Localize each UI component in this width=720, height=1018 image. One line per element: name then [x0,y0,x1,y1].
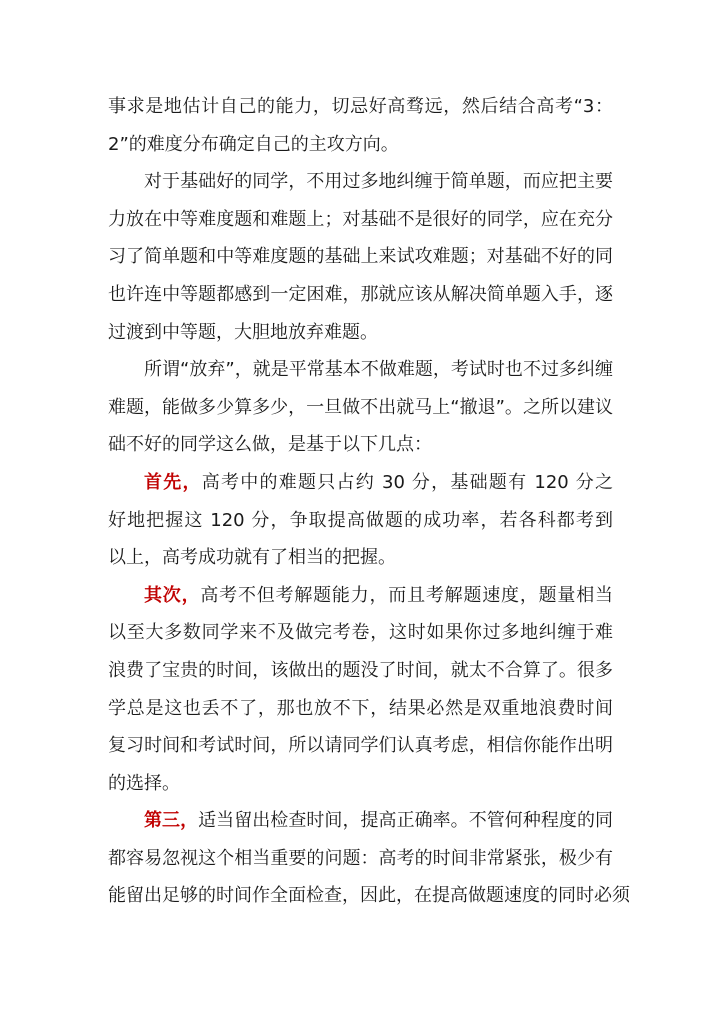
line-text: 学总是这也丢不了，那也放不下，结果必然是双重地浪费时间 [108,697,613,719]
line-text: 习了简单题和中等难度题的基础上来试攻难题；对基础不好的同 [108,246,613,268]
text-line [108,690,613,728]
paragraph [108,163,613,351]
line-text: 都容易忽视这个相当重要的问题：高考的时间非常紧张，极少有 [108,847,613,869]
text-line [108,163,613,201]
text-line [108,351,613,389]
text-line [108,765,613,803]
text-line [108,426,613,464]
text-line [108,88,613,126]
line-text: 以至大多数同学来不及做完考卷，这时如果你过多地纠缠于难 [108,622,613,644]
line-text: 所谓“放弃”，就是平常基本不做难题，考试时也不过多纠缠 [144,359,613,381]
paragraph [108,802,630,915]
text-line [108,802,613,840]
line-text: 也许连中等题都感到一定困难，那就应该从解决简单题入手，逐 [108,283,613,305]
text-line [108,652,613,690]
paragraph [108,577,613,803]
paragraph [108,464,613,577]
paragraph [108,351,613,464]
text-line [108,238,613,276]
paragraph-lead: 第三， [144,810,199,832]
paragraph-lead: 其次， [144,584,201,606]
paragraph [108,88,613,163]
line-text: 难题，能做多少算多少，一旦做不出就马上“撤退”。之所以建议 [108,396,613,418]
text-line [108,577,613,615]
line-text: 好地把握这 120 分，争取提高做题的成功率，若各科都考到 [108,509,613,531]
line-text: 高考中的难题只占约 30 分，基础题有 120 分之 [201,471,613,493]
text-line [108,502,613,540]
text-line [108,201,613,239]
text-line [108,539,613,577]
line-text: 浪费了宝贵的时间，该做出的题没了时间，就太不合算了。很多 [108,659,613,681]
text-line [108,126,613,164]
text-line [108,877,630,915]
paragraph-lead: 首先， [144,471,202,493]
line-text: 以上，高考成功就有了相当的把握。 [108,547,396,569]
text-line [108,389,613,427]
text-line [108,614,613,652]
line-text: 2”的难度分布确定自己的主攻方向。 [108,133,399,155]
line-text: 事求是地估计自己的能力，切忌好高骛远，然后结合高考“3： [108,96,613,117]
line-text: 高考不但考解题能力，而且考解题速度，题量相当 [200,584,613,606]
document-body [108,88,630,915]
line-text: 础不好的同学这么做，是基于以下几点： [108,434,432,456]
line-text: 的选择。 [108,772,180,794]
text-line [108,727,613,765]
text-line [108,840,613,878]
line-text: 对于基础好的同学，不用过多地纠缠于简单题，而应把主要 [144,171,613,193]
line-text: 能留出足够的时间作全面检查，因此，在提高做题速度的同时必须 [108,885,630,907]
line-text: 力放在中等难度题和难题上；对基础不是很好的同学，应在充分 [108,208,613,230]
line-text: 过渡到中等题，大胆地放弃难题。 [108,321,378,343]
text-line [108,276,613,314]
text-line [108,314,613,352]
line-text: 复习时间和考试时间，所以请同学们认真考虑，相信你能作出明 [108,735,613,757]
text-line [108,464,613,502]
line-text: 适当留出检查时间，提高正确率。不管何种程度的同 [198,810,613,832]
